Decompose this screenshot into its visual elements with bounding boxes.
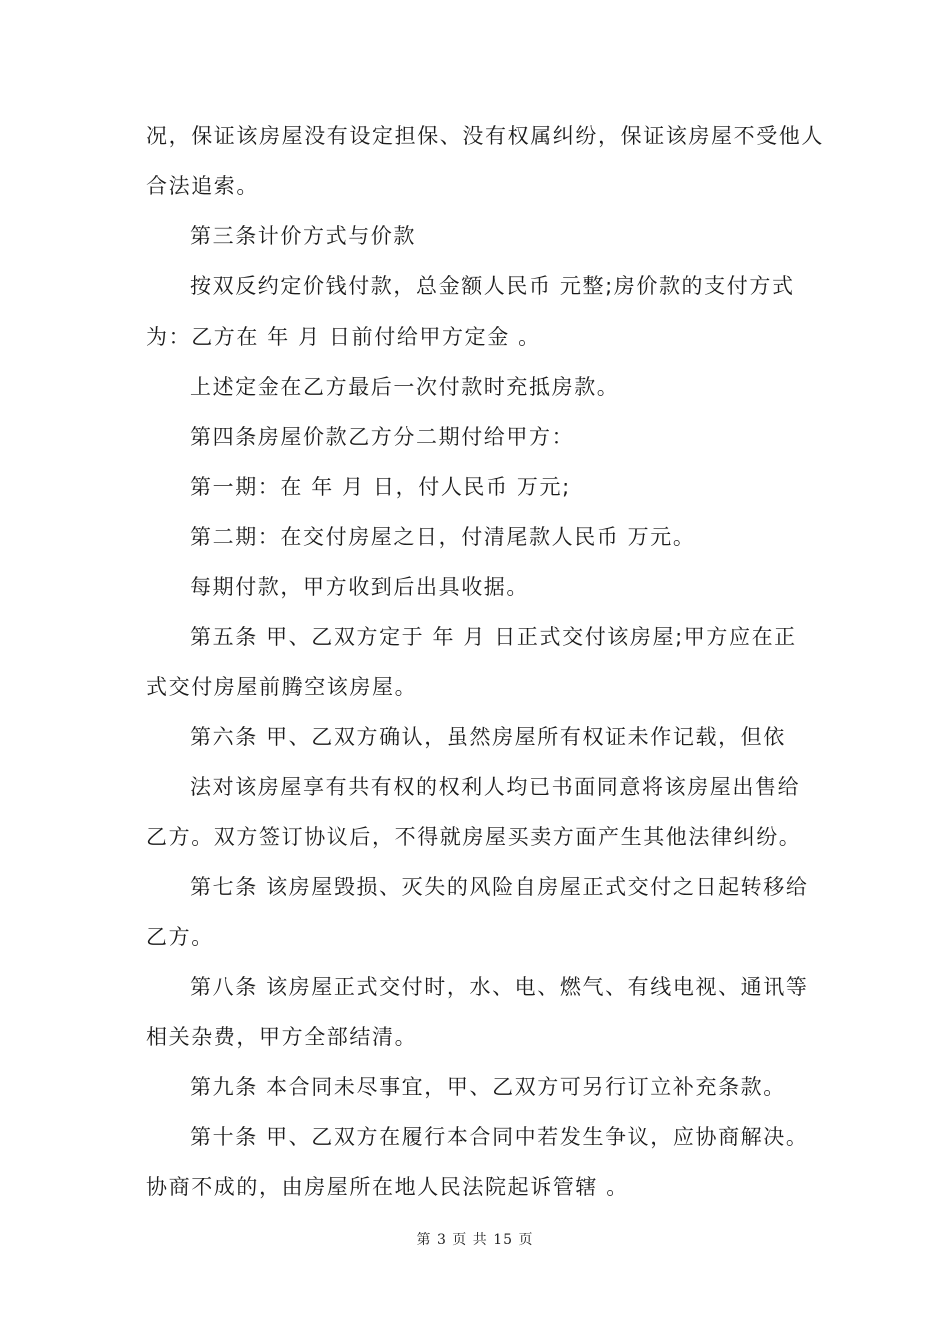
text-line: 法对该房屋享有共有权的权利人均已书面同意将该房屋出售给 [190, 775, 801, 799]
clause-text: 第五条 甲、乙双方定于 年 月 日正式交付该房屋;甲方应在正 [190, 625, 797, 649]
text-line: 协商不成的，由房屋所在地人民法院起诉管辖 。 [146, 1175, 629, 1199]
text-line: 第一期：在 年 月 日，付人民币 万元; [190, 475, 571, 499]
text-line: 为：乙方在 年 月 日前付给甲方定金 。 [146, 325, 541, 349]
text-line: 每期付款，甲方收到后出具收据。 [190, 575, 529, 599]
clause-text: 第七条 该房屋毁损、灭失的风险自房屋正式交付之日起转移给 [190, 875, 809, 899]
page-number-footer: 第 3 页 共 15 页 [416, 1232, 534, 1248]
clause-text: 第九条 本合同未尽事宜，甲、乙双方可另行订立补充条款。 [190, 1075, 786, 1099]
text-line: 合法追索。 [146, 174, 259, 198]
clause-text: 第八条 该房屋正式交付时，水、电、燃气、有线电视、通讯等 [190, 975, 809, 999]
text-line: 按双反约定价钱付款，总金额人民币 元整;房价款的支付方式 [190, 274, 795, 298]
clause-text: 第六条 甲、乙双方确认，虽然房屋所有权证未作记载，但依 [190, 725, 786, 749]
text-line: 乙方。双方签订协议后，不得就房屋买卖方面产生其他法律纠纷。 [146, 825, 802, 849]
text-line: 式交付房屋前腾空该房屋。 [146, 675, 418, 699]
text-line: 相关杂费，甲方全部结清。 [146, 1025, 418, 1049]
text-line: 第二期：在交付房屋之日，付清尾款人民币 万元。 [190, 525, 696, 549]
text-line: 上述定金在乙方最后一次付款时充抵房款。 [190, 375, 620, 399]
text-line: 乙方。 [146, 925, 214, 949]
clause-heading: 第四条房屋价款乙方分二期付给甲方： [190, 425, 575, 449]
clause-text: 第十条 甲、乙双方在履行本合同中若发生争议，应协商解决。 [190, 1125, 809, 1149]
clause-heading: 第三条计价方式与价款 [190, 224, 416, 248]
text-line: 况，保证该房屋没有设定担保、没有权属纠纷，保证该房屋不受他人 [146, 124, 824, 148]
